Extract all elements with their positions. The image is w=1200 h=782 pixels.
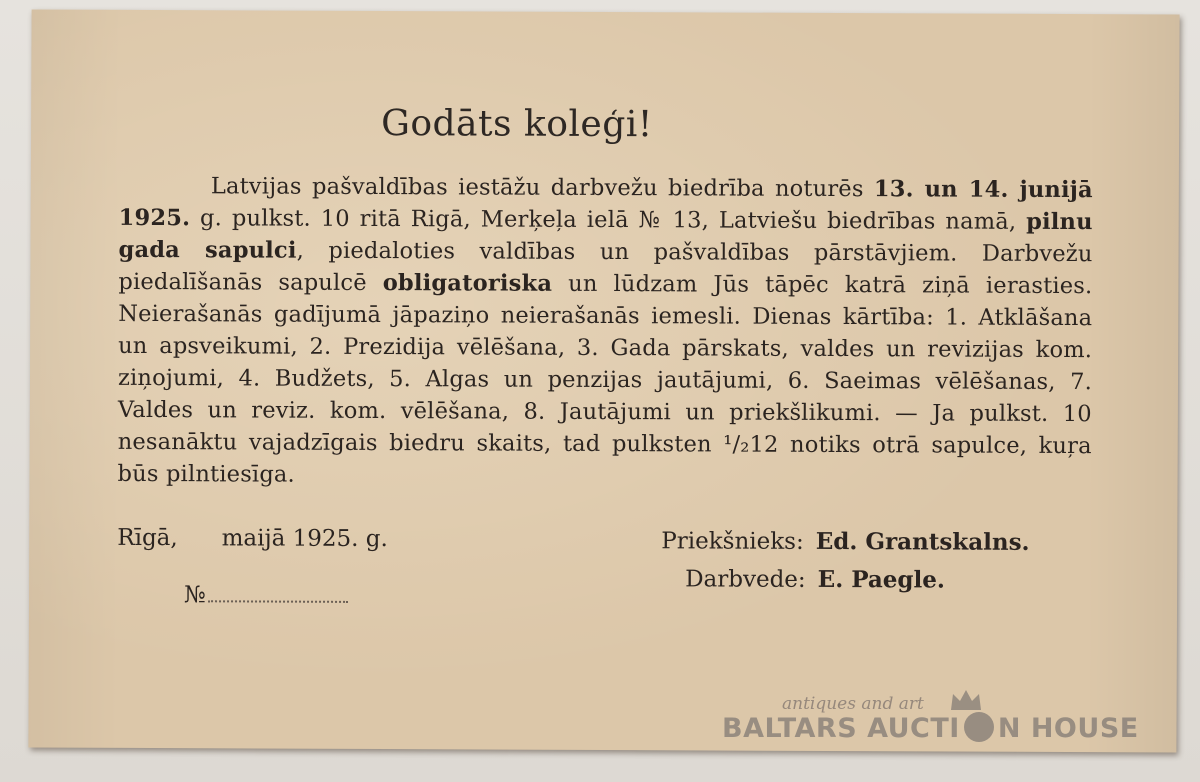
watermark-brand-part1: BALTARS AUCTI xyxy=(722,713,960,744)
signature-role: Darbvede: xyxy=(685,566,806,593)
body-fraction: ¹/₂ xyxy=(723,431,750,458)
number-dotted-line xyxy=(208,596,348,603)
body-text-3: , piedaloties valdības un pašvaldības pārstāvjiem. Darbvežu piedalīšanās sapulcē xyxy=(118,237,1093,297)
body-paragraph xyxy=(118,170,1093,494)
number-field xyxy=(184,582,348,609)
body-text-5: 12 notiks otrā sapulce, kuŗa būs pilntiesīga. xyxy=(117,431,1092,488)
date: maijā 1925. g. xyxy=(221,525,388,553)
body-bold-obligatory: obligatoriska xyxy=(382,270,553,297)
place: Rīgā, xyxy=(117,524,178,552)
signature-chairman xyxy=(661,527,1029,556)
body-text-2: g. pulkst. 10 ritā Rigā, Merķeļa ielā № 13, Latviešu biedrības namā, xyxy=(190,205,1027,235)
watermark-tagline: antiques and art xyxy=(782,694,924,714)
watermark-o-disc-icon xyxy=(960,712,998,742)
watermark-brand-part2: N HOUSE xyxy=(997,713,1139,744)
signature-name: E. Paegle. xyxy=(817,565,945,594)
body-text-4: un lūdzam Jūs tāpēc katrā ziņā ierasties. Neierašanās gadījumā jāpaziņo neierašanās iemesli. Dienas kārtība: 1. Atklāšana un apsveikumi, 2. Prezidija vēlēšana, 3. Gada pārskats, valdes un revizijas kom. ziņojumi, 4. Budžets, 5. Algas un penzijas jautājumi, 6. Saeimas vēlēšanas, 7. Valdes un reviz. kom. vēlēšana, 8. Jautājumi un priekšlikumi. — Ja pulkst. 10 nesanāktu vajadzīgais biedru skaits, tad pulksten xyxy=(117,270,1093,458)
signature-name: Ed. Grantskalns. xyxy=(815,527,1030,556)
body-bold-dates: 13. un 14. junijā 1925. xyxy=(118,176,1093,232)
signature-clerk xyxy=(685,565,945,593)
watermark-brand xyxy=(722,712,1139,744)
signature-role: Priekšnieks: xyxy=(661,528,804,555)
crown-icon xyxy=(948,686,984,714)
document-card xyxy=(28,9,1179,752)
document-body xyxy=(118,170,1093,494)
place-date-line xyxy=(117,525,537,553)
body-text-1: Latvijas pašvaldības iestāžu darbvežu biedrība noturēs xyxy=(210,173,874,203)
document-title: Godāts koleģi! xyxy=(381,103,653,146)
body-bold-meeting: pilnu gada sapulci xyxy=(118,208,1093,264)
watermark xyxy=(722,692,1139,762)
number-label: № xyxy=(184,582,206,609)
